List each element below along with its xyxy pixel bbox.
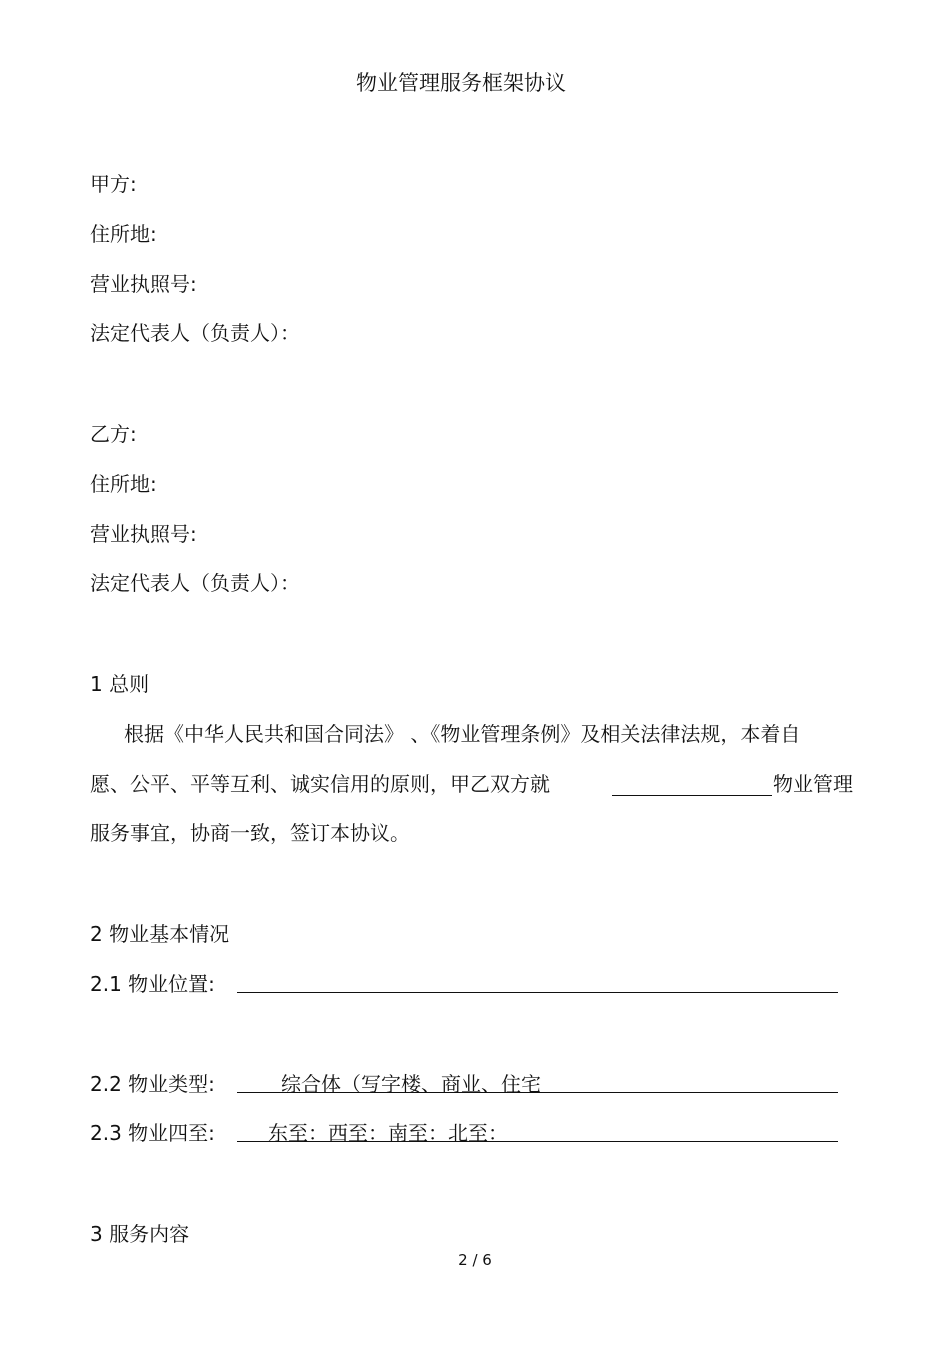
property-location-label: 2.1 物业位置: <box>90 972 215 996</box>
section-1-line-3: 服务事宜，协商一致，签订本协议。 <box>90 821 410 845</box>
property-boundaries-blank[interactable] <box>237 1141 838 1142</box>
property-boundaries-value: 东至：西至：南至：北至： <box>268 1121 508 1145</box>
section-3-heading: 3 服务内容 <box>90 1222 190 1246</box>
property-boundaries-label: 2.3 物业四至: <box>90 1121 215 1145</box>
party-a-name-label: 甲方: <box>90 172 137 196</box>
party-b-license-label: 营业执照号: <box>90 522 197 546</box>
project-name-blank[interactable] <box>612 795 772 796</box>
section-1-line-2-tail: 物业管理 <box>773 772 853 796</box>
section-1-line-2: 愿、公平、平等互利、诚实信用的原则，甲乙双方就 <box>90 772 550 796</box>
section-1-heading: 1 总则 <box>90 672 150 696</box>
party-b-rep-label: 法定代表人（负责人）： <box>90 571 300 595</box>
property-location-blank[interactable] <box>237 992 838 993</box>
section-1-line-1: 根据《中华人民共和国合同法》 、《物业管理条例》及相关法律法规，本着自 <box>124 722 801 746</box>
property-type-label: 2.2 物业类型: <box>90 1072 215 1096</box>
party-b-name-label: 乙方: <box>90 422 137 446</box>
page-number: 2 / 6 <box>458 1251 492 1269</box>
document-title: 物业管理服务框架协议 <box>356 71 566 95</box>
party-b-address-label: 住所地: <box>90 472 157 496</box>
party-a-address-label: 住所地: <box>90 222 157 246</box>
party-a-license-label: 营业执照号: <box>90 272 197 296</box>
property-type-value: 综合体（写字楼、商业、住宅 <box>281 1072 541 1096</box>
section-2-heading: 2 物业基本情况 <box>90 922 230 946</box>
property-type-blank[interactable] <box>237 1092 838 1093</box>
party-a-rep-label: 法定代表人（负责人）： <box>90 321 300 345</box>
